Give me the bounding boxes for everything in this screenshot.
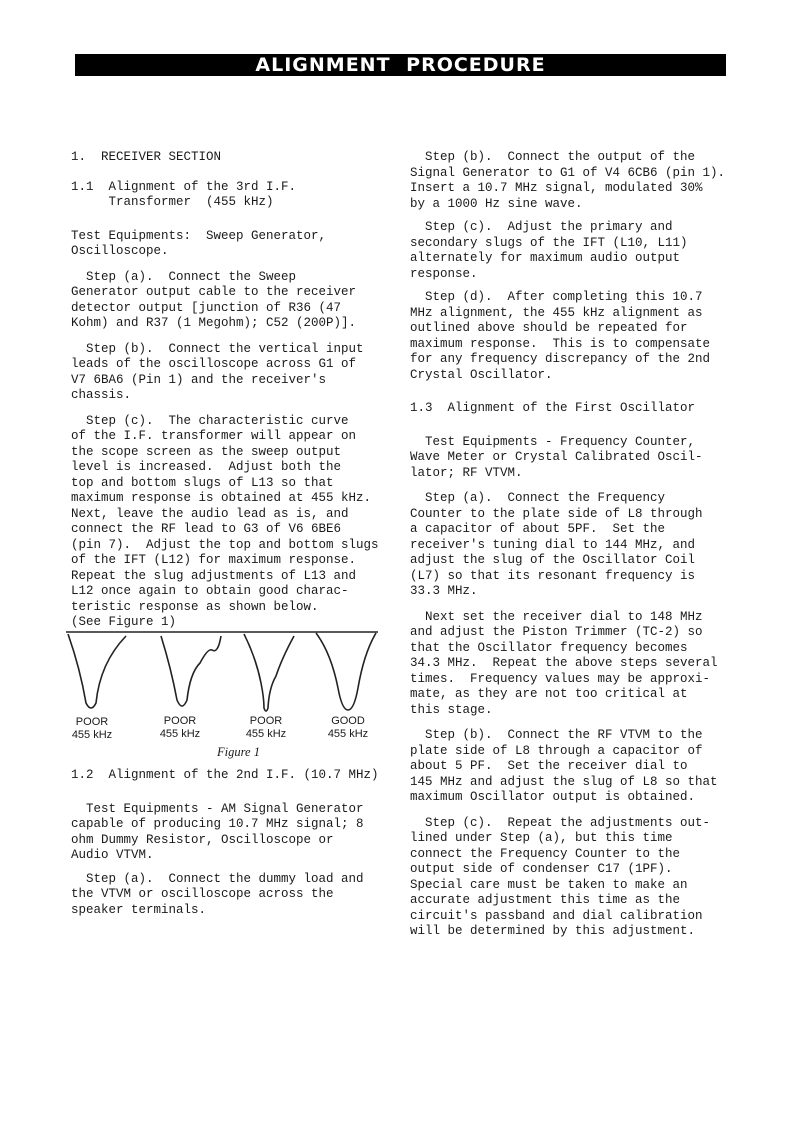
left-column-lower <box>71 768 401 918</box>
step-b: Step (b). Connect the vertical input leads of the oscilloscope across G1 of V7 6BA6 (Pin 1) and the receiver's chassis. <box>71 341 364 402</box>
subsection-heading: 1.1 Alignment of the 3rd I.F. Transformer (455 kHz) <box>71 179 297 209</box>
figure-label: GOOD 455 kHz <box>327 715 369 740</box>
figure-label: POOR 455 kHz <box>159 715 201 740</box>
curve-poor-2 <box>161 636 221 706</box>
step-a: Step (a). Connect the Frequency Counter to the plate side of L8 through a capacitor of about 5PF. Set the receiver's tuning dial to 144 MHz, and adjust the slug of the Oscillator Coil (L7) so that its resonant frequency is 33.3 MHz. <box>410 491 703 598</box>
step-c: Step (c). Adjust the primary and secondary slugs of the IFT (L10, L11) alternately for maximum audio output response. <box>410 220 688 281</box>
step-c: Step (c). The characteristic curve of the I.F. transformer will appear on the scope screen as the sweep output level is increased. Adjust both the top and bottom slugs of L13 so that maximum response is obtained at 455 kHz. Next, leave the audio lead as is, and connect the RF lead to G3 of V6 6BE6 (pin 7). Adjust the top and bottom slugs of the IFT (L12) for maximum response. Repeat the slug adjustments of L13 and L12 once again to obtain good charac- teristic response as shown below. (See Figure 1) <box>71 413 379 629</box>
figure-1 <box>66 628 396 768</box>
test-equipments: Test Equipments - AM Signal Generator capable of producing 10.7 MHz signal; 8 ohm Dummy Resistor, Oscilloscope or Audio VTVM. <box>71 801 364 862</box>
curve-poor-1 <box>68 634 126 708</box>
step-a: Step (a). Connect the Sweep Generator output cable to the receiver detector output [junction of R36 (47 Kohm) and R37 (1 Megohm); C52 (200P)]. <box>71 269 357 330</box>
page-title: ALIGNMENT PROCEDURE <box>75 54 726 76</box>
step-b: Step (b). Connect the output of the Signal Generator to G1 of V4 6CB6 (pin 1). Insert a 10.7 MHz signal, modulated 30% by a 1000 Hz sine wave. <box>410 150 726 211</box>
figure-label: POOR 455 kHz <box>245 715 287 740</box>
test-equipments: Test Equipments: Sweep Generator, Oscilloscope. <box>71 228 327 258</box>
figure-caption: Figure 1 <box>217 745 260 759</box>
subsection-heading: 1.2 Alignment of the 2nd I.F. (10.7 MHz) <box>71 768 379 782</box>
figure-label: POOR 455 kHz <box>71 716 113 741</box>
right-column <box>410 150 740 940</box>
subsection-heading: 1.3 Alignment of the First Oscillator <box>410 401 696 415</box>
step-c: Step (c). Repeat the adjustments out- lined under Step (a), but this time connect the Frequency Counter to the output side of condenser C17 (1PF). Special care must be taken to make an accurate adjustment this time as the circuit's passband and dial calibration will be determined by this adjustment. <box>410 815 711 938</box>
step-a: Step (a). Connect the dummy load and the VTVM or oscilloscope across the speaker terminals. <box>71 871 364 917</box>
step-b: Step (b). Connect the RF VTVM to the plate side of L8 through a capacitor of about 5 PF. Set the receiver dial to 145 MHz and adjust the slug of L8 so that maximum Oscillator output is obtained. <box>410 728 718 804</box>
step-d: Step (d). After completing this 10.7 MHz alignment, the 455 kHz alignment as outlined above should be repeated for maximum response. This is to compensate for any frequency discrepancy of the 2nd Crystal Oscillator. <box>410 290 711 382</box>
curve-poor-3 <box>244 634 294 711</box>
left-column <box>71 150 401 631</box>
test-equipments: Test Equipments - Frequency Counter, Wave Meter or Crystal Calibrated Oscil- lator; RF VTVM. <box>410 434 703 480</box>
curve-good <box>316 633 376 710</box>
section-heading: 1. RECEIVER SECTION <box>71 150 222 164</box>
next-step: Next set the receiver dial to 148 MHz and adjust the Piston Trimmer (TC-2) so that the Oscillator frequency becomes 34.3 MHz. Repeat the above steps several times. Frequency values may be approxi- mate, as they are not too critical at this stage. <box>410 609 718 717</box>
